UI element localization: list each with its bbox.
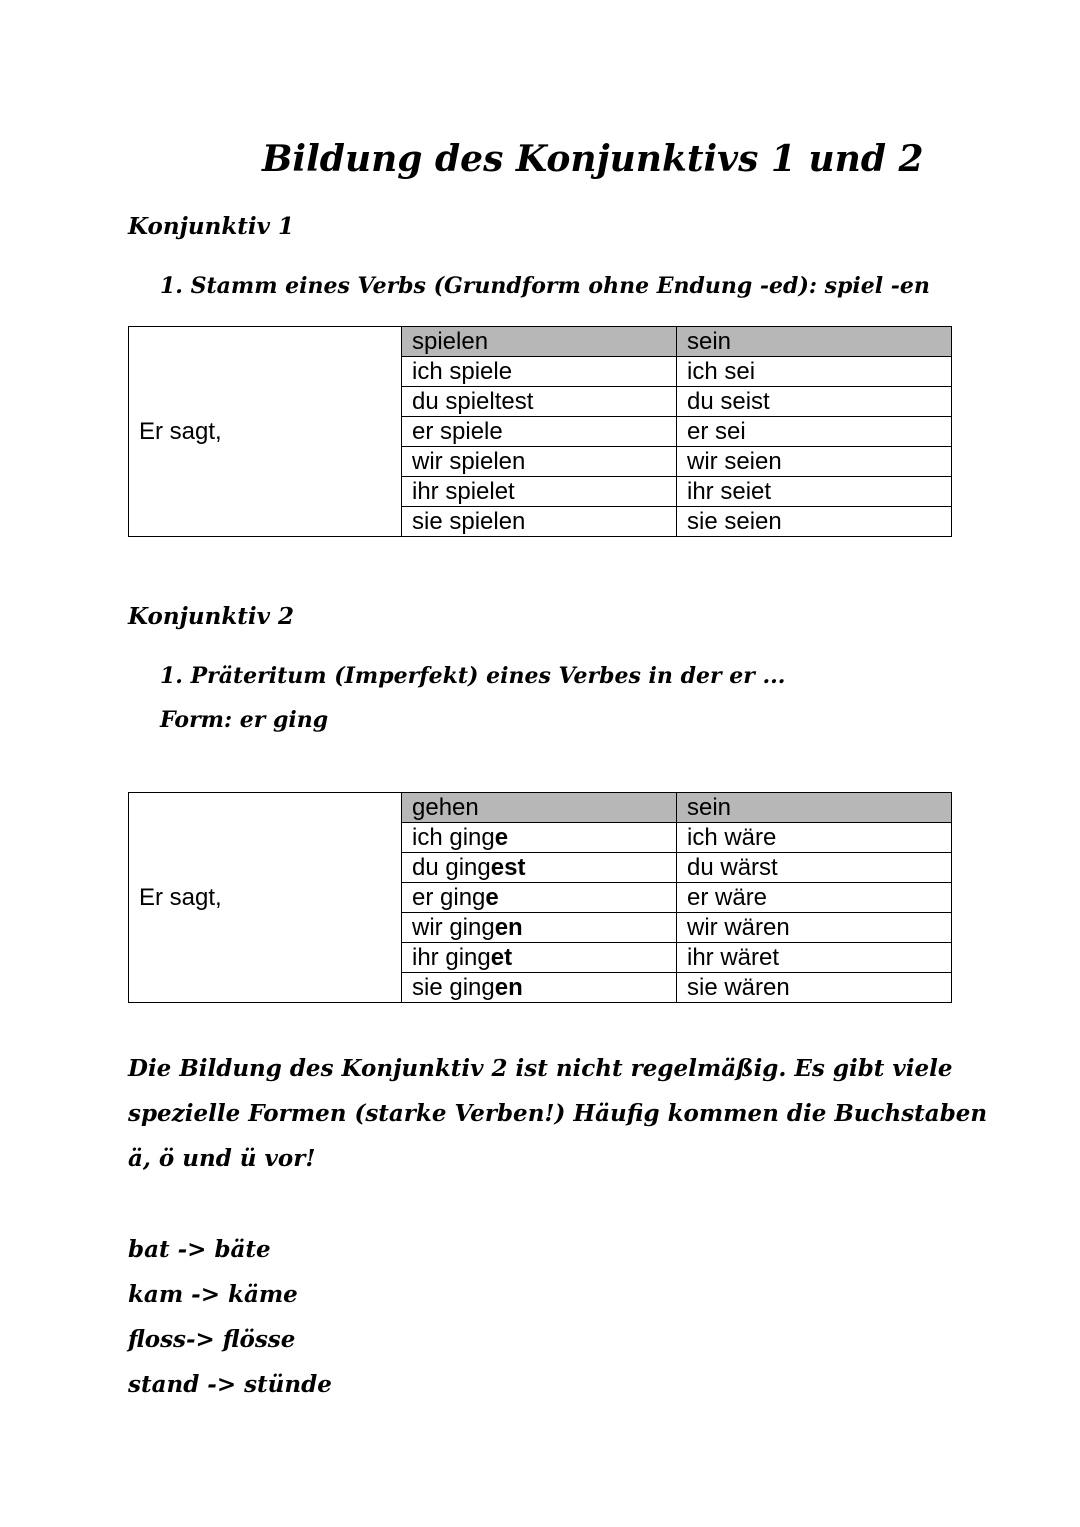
table-cell: sie spielen	[402, 507, 677, 537]
note-paragraph	[128, 1046, 987, 1181]
table-cell	[402, 823, 677, 853]
verb-stem: gehen	[412, 794, 479, 821]
konjunktiv-1-heading: Konjunktiv 1	[128, 213, 294, 240]
table-cell	[402, 943, 677, 973]
table-cell: ich spiele	[402, 357, 677, 387]
verb-ending: en	[494, 914, 523, 941]
konjunktiv-2-heading: Konjunktiv 2	[128, 603, 294, 630]
verb-stem: wir ging	[412, 914, 495, 941]
table-header-cell: sein	[677, 793, 952, 823]
verb-ending: et	[490, 944, 513, 971]
table-cell	[402, 913, 677, 943]
verb-stem: du ging	[412, 854, 491, 881]
list-item: floss-> flösse	[128, 1326, 296, 1353]
table-cell: du spieltest	[402, 387, 677, 417]
table-cell: er wäre	[677, 883, 952, 913]
page-title: Bildung des Konjunktivs 1 und 2	[262, 138, 924, 180]
note-line: spezielle Formen (starke Verben!) Häufig kommen die Buchstaben	[128, 1100, 988, 1127]
konjunktiv-1-table	[128, 326, 952, 537]
verb-stem: ich ging	[412, 824, 495, 851]
examples-list	[128, 1227, 332, 1407]
table-cell: du wärst	[677, 853, 952, 883]
verb-stem: sie ging	[412, 974, 495, 1001]
list-item: bat -> bäte	[128, 1236, 271, 1263]
table-cell: ihr wäret	[677, 943, 952, 973]
table-cell: wir seien	[677, 447, 952, 477]
table-cell: sie wären	[677, 973, 952, 1003]
verb-ending: en	[494, 974, 523, 1001]
table-row	[129, 793, 952, 823]
table-header-cell	[402, 793, 677, 823]
table-cell	[402, 973, 677, 1003]
table-cell: sie seien	[677, 507, 952, 537]
table-cell: wir wären	[677, 913, 952, 943]
table-cell: ich wäre	[677, 823, 952, 853]
table-lead-cell: Er sagt,	[129, 793, 402, 1003]
verb-ending: e	[485, 884, 499, 911]
table-cell: ich sei	[677, 357, 952, 387]
note-line: Die Bildung des Konjunktiv 2 ist nicht regelmäßig. Es gibt viele	[128, 1055, 953, 1082]
list-item: kam -> käme	[128, 1281, 298, 1308]
verb-ending: est	[490, 854, 526, 881]
table-cell: er spiele	[402, 417, 677, 447]
table-header-cell: sein	[677, 327, 952, 357]
table-cell: ihr seiet	[677, 477, 952, 507]
verb-stem: ihr ging	[412, 944, 491, 971]
konjunktiv-1-rule: 1. Stamm eines Verbs (Grundform ohne Endung -ed): spiel -en	[160, 273, 930, 299]
table-cell: ihr spielet	[402, 477, 677, 507]
table-cell: er sei	[677, 417, 952, 447]
table-cell	[402, 853, 677, 883]
konjunktiv-2-rule-line2: Form: er ging	[160, 707, 329, 733]
table-row	[129, 327, 952, 357]
table-cell: du seist	[677, 387, 952, 417]
list-item: stand -> stünde	[128, 1371, 332, 1398]
note-line: ä, ö und ü vor!	[128, 1145, 316, 1172]
verb-stem: er ging	[412, 884, 486, 911]
table-cell	[402, 883, 677, 913]
table-header-cell: spielen	[402, 327, 677, 357]
konjunktiv-2-rule-line1: 1. Präteritum (Imperfekt) eines Verbes in der er ...	[160, 663, 786, 689]
verb-ending: e	[494, 824, 509, 851]
konjunktiv-2-table	[128, 792, 952, 1003]
table-lead-cell: Er sagt,	[129, 327, 402, 537]
table-cell: wir spielen	[402, 447, 677, 477]
